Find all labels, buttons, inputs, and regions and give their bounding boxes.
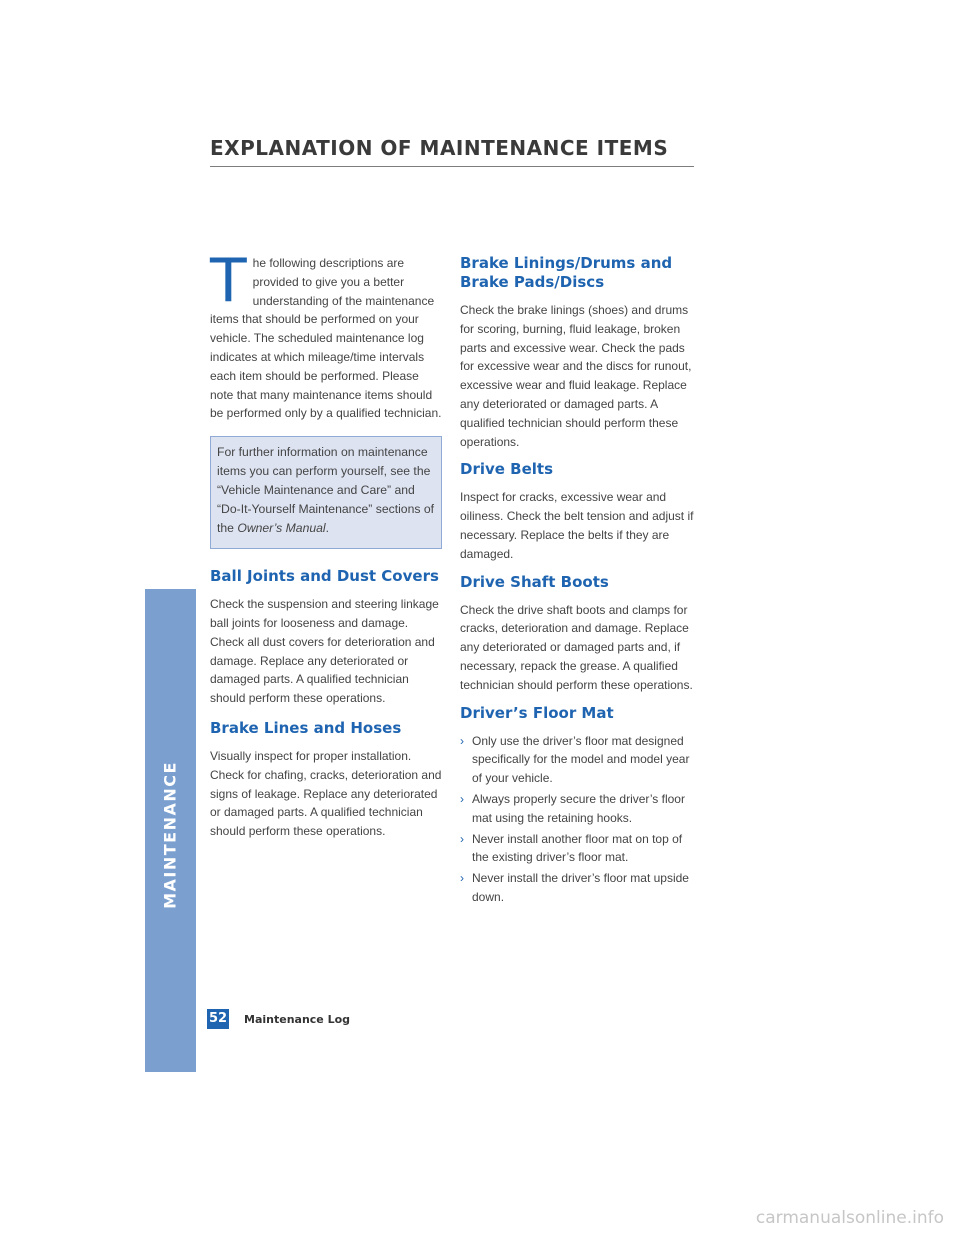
floor-mat-bullet-list [460, 732, 694, 907]
drop-cap: T [210, 246, 247, 316]
bullet-text: Only use the driver’s floor mat designed specifically for the model and model year of your vehicle. [472, 733, 690, 786]
body-brake-linings: Check the brake linings (shoes) and drums for scoring, burning, fluid leakage, broken parts and excessive wear. Check the pads for excessive wear and the discs for runout, excessive wear and fluid leakage. Replace any deteriorated or damaged parts. A qualified technician should perform these operations. [460, 303, 692, 449]
heading-drive-belts: Drive Belts [460, 460, 554, 479]
left-column [210, 246, 442, 841]
owners-manual-reference: Owner’s Manual [237, 521, 326, 536]
body-ball-joints: Check the suspension and steering linkage ball joints for looseness and damage. Check all dust covers for deterioration and damage. Replace any deteriorated or damaged parts. A qualified technician should perform these operations. [210, 597, 439, 706]
note-text: For further information on maintenance items you can perform yourself, see the “Vehicle Maintenance and Care” and “Do-It-Yourself Maintenance” sections of the [217, 445, 434, 536]
heading-brake-linings: Brake Linings/Drums and Brake Pads/Discs [460, 254, 673, 291]
bullet-text: Never install the driver’s floor mat upside down. [472, 871, 689, 904]
bullet-chevron-icon: › [460, 791, 464, 806]
note-text-end: . [325, 521, 330, 536]
heading-ball-joints: Ball Joints and Dust Covers [210, 567, 439, 586]
body-brake-lines: Visually inspect for proper installation. Check for chafing, cracks, deterioration and signs of leakage. Replace any deteriorated or damaged parts. A qualified technician should perform these operations. [210, 748, 442, 839]
bullet-text: Always properly secure the driver’s floor mat using the retaining hooks. [472, 791, 685, 825]
body-drive-shaft-boots: Check the drive shaft boots and clamps for cracks, deterioration and damage. Replace any deteriorated or damaged parts and, if necessary, repack the grease. A qualified technician should perform these operations. [460, 602, 693, 692]
footer-section-label: Maintenance Log [244, 1012, 351, 1026]
watermark: carmanualsonline.info [755, 1208, 944, 1228]
heading-drive-shaft-boots: Drive Shaft Boots [460, 572, 609, 591]
heading-brake-lines: Brake Lines and Hoses [210, 718, 402, 737]
page-title: EXPLANATION OF MAINTENANCE ITEMS [210, 136, 669, 160]
right-column [460, 254, 694, 909]
side-tab-label: MAINTENANCE [160, 761, 180, 909]
list-item [460, 790, 694, 828]
heading-floor-mat: Driver’s Floor Mat [460, 703, 614, 722]
owners-manual-note [210, 436, 442, 549]
bullet-chevron-icon: › [460, 871, 464, 886]
page-header [210, 136, 694, 167]
list-item [460, 830, 694, 868]
body-drive-belts: Inspect for cracks, excessive wear and oiliness. Check the belt tension and adjust if necessary. Replace the belts if they are damaged. [460, 490, 694, 561]
list-item [460, 869, 694, 907]
page-number: 52 [207, 1009, 229, 1029]
bullet-text: Never install another floor mat on top of the existing driver’s floor mat. [472, 831, 683, 865]
intro-paragraph [210, 246, 442, 423]
section-side-tab [145, 589, 196, 1072]
list-item [460, 732, 694, 788]
page-footer [207, 1009, 350, 1029]
intro-text: he following descriptions are provided to give you a better understanding of the maintenance items that should be performed on your vehicle. The scheduled maintenance log indicates at which mileage/time intervals each item should be performed. Please note that many maintenance items should be performed only by a qualified technician. [210, 256, 442, 421]
bullet-chevron-icon: › [460, 733, 464, 748]
bullet-chevron-icon: › [460, 831, 464, 846]
